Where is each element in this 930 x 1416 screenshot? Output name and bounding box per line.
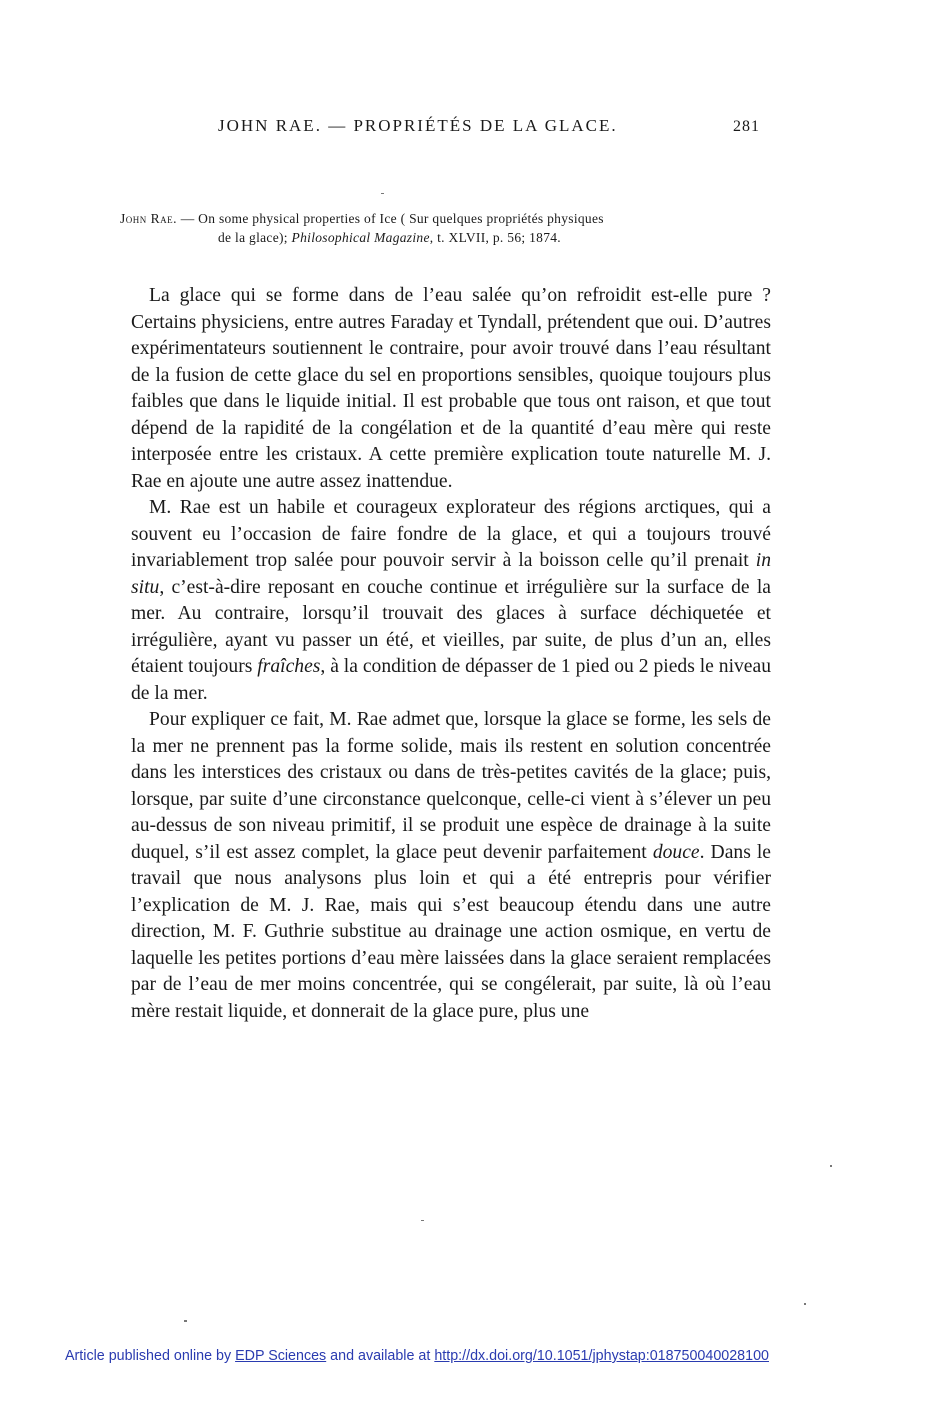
footer-prefix: Article published online by (65, 1348, 236, 1364)
term-in-situ: in situ (131, 550, 771, 598)
doi-link[interactable]: http://dx.doi.org/10.1051/jphystap:018750040028100 (434, 1348, 769, 1364)
citation-volume: , t. XLVII, p. 56; 1874. (429, 230, 561, 245)
paragraph-1: La glace qui se forme dans de l’eau salée qu’on refroidit est-elle pure ? Certains physiciens, entre autres Faraday et Tyndall, prétendent que oui. D’autres expérimentateurs soutiennent le contraire, pour avoir trouvé dans l’eau résultant de la fusion de cette glace du sel en proportions sensibles, quoique toujours plus faibles que dans le liquide initial. Il est probable que tous ont raison, et que tout dépend de la rapidité de la congélation et de la quantité d’eau mère qui reste interposée entre les cristaux. A cette première explication toute naturelle M. J. Rae en ajoute une autre assez inattendue. (131, 285, 771, 492)
print-speck (830, 1165, 832, 1167)
print-speck (381, 193, 384, 194)
paragraph-2-text: M. Rae est un habile et courageux explorateur des régions arctiques, qui a souvent eu l’occasion de faire fondre de la glace, et qui a toujours trouvé invariablement trop salée pour pouvoir servir à la boisson celle qu’il prenait (131, 497, 771, 571)
paragraph-3-text: . Dans le travail que nous analysons plus loin et qui a été entrepris pour vérifier l’explication de M. J. Rae, mais qui s’est beaucoup étendu dans une autre direction, M. F. Guthrie substitue au drainage une action osmique, en vertu de laquelle les petites portions d’eau mère laissées dans la glace seraient remplacées par de l’eau de mer moins concentrée, qui se congélerait, par suite, là où l’eau mère restait liquide, et donnerait de la glace pure, plus une (131, 841, 772, 1022)
paragraph-2-text: , c’est-à-dire reposant en couche continue et irrégulière sur la surface de la mer. Au contraire, lorsqu’il trouvait des glaces à surface déchiquetée et irrégulière, ayant vu passer un été, et vieilles, par suite, de plus d’un an, elles étaient toujours (131, 576, 771, 677)
citation-title-cont: de la glace); (218, 230, 292, 245)
citation-title: — On some physical properties of Ice ( Sur quelques propriétés physiques (177, 211, 604, 226)
edp-sciences-link[interactable]: EDP Sciences (235, 1348, 327, 1364)
citation-author: John Rae. (120, 211, 178, 226)
print-speck (421, 1220, 424, 1221)
running-title: JOHN RAE. — PROPRIÉTÉS DE LA GLACE. (218, 116, 618, 135)
term-douce: douce (652, 841, 700, 863)
paragraph-3 (131, 707, 771, 1025)
paragraph-2-text: , à la condition de dépasser de 1 pied ou 2 pieds le niveau de la mer. (131, 656, 771, 704)
bibliographic-citation (120, 209, 770, 247)
running-header (0, 116, 930, 140)
print-speck (184, 1320, 187, 1322)
publication-footer (65, 1348, 865, 1364)
citation-line-2 (120, 228, 770, 247)
footer-middle: and available at (326, 1348, 435, 1364)
article-body (131, 283, 771, 1025)
paragraph-2 (131, 495, 771, 707)
page-number: 281 (733, 118, 760, 135)
term-fraiches: fraîches (257, 656, 321, 677)
paragraph-3-text: Pour expliquer ce fait, M. Rae admet que, lorsque la glace se forme, les sels de la mer ne prennent pas la forme solide, mais ils restent en solution concentrée dans les interstices des cristaux ou dans de très-petites cavités de la glace; puis, lorsque, par suite d’une circonstance quelconque, celle-ci vient à s’élever un peu au-dessus de son niveau primitif, il se produit une espèce de drainage à la suite duquel, s’il est assez complet, la glace peut devenir parfaitement (131, 709, 771, 863)
print-speck (804, 1303, 806, 1305)
citation-journal: Philosophical Magazine (291, 230, 430, 245)
